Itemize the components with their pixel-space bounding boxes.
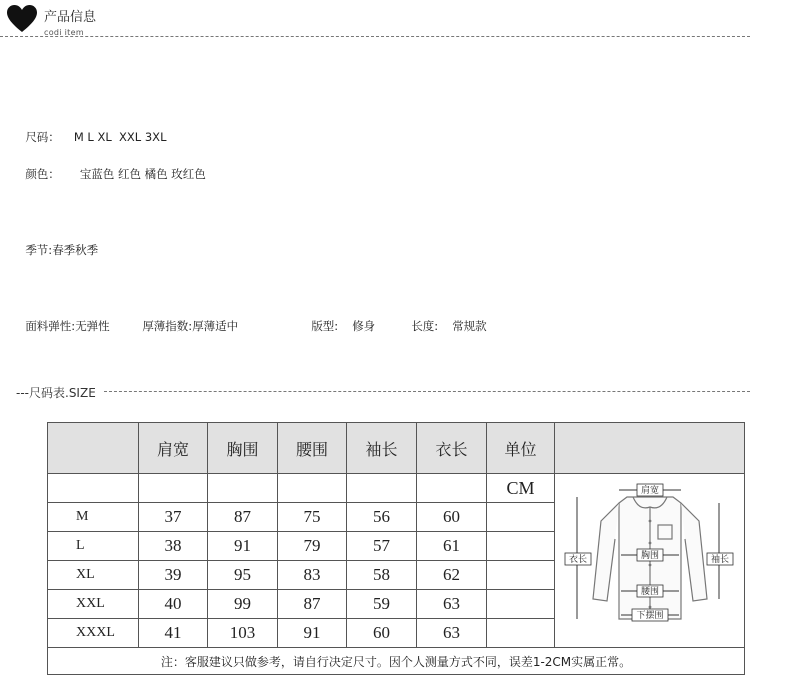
fabric-row — [18, 304, 110, 334]
size-cell: XXL — [48, 590, 139, 619]
value-cell: 60 — [347, 619, 417, 648]
size-cell: XXXL — [48, 619, 139, 648]
section-title: 产品信息 — [44, 10, 97, 25]
value-cell: 57 — [347, 532, 417, 561]
size-chart-heading — [16, 384, 96, 401]
length-value: 常规款 — [452, 319, 487, 333]
value-cell: 37 — [139, 503, 208, 532]
shirt-diagram — [557, 481, 743, 641]
value-cell: 91 — [278, 619, 347, 648]
value-cell: 79 — [278, 532, 347, 561]
col-header: 衣长 — [417, 423, 487, 474]
size-cell: XL — [48, 561, 139, 590]
diagram-shoulder-label: 肩宽 — [640, 485, 659, 496]
value-cell: 63 — [417, 619, 487, 648]
season-row — [18, 228, 98, 258]
diagram-hem-label: 下摆围 — [635, 610, 664, 621]
value-cell: 87 — [278, 590, 347, 619]
size-chart-prefix: --- — [16, 386, 29, 400]
fit-label: 版型: — [311, 319, 339, 333]
size-row — [18, 115, 166, 145]
header-corner — [48, 423, 139, 474]
value-cell: 91 — [208, 532, 278, 561]
value-cell: 87 — [208, 503, 278, 532]
size-chart-title: 尺码表.SIZE — [29, 386, 96, 400]
size-cell: L — [48, 532, 139, 561]
header-figure-cell — [555, 423, 745, 474]
value-cell: 75 — [278, 503, 347, 532]
color-label: 颜色： — [25, 167, 60, 181]
fabric-value: 无弹性 — [75, 319, 110, 333]
value-cell: 99 — [208, 590, 278, 619]
value-cell: 61 — [417, 532, 487, 561]
fit-row — [304, 304, 375, 334]
value-cell: 103 — [208, 619, 278, 648]
value-cell: 63 — [417, 590, 487, 619]
diagram-length-label: 衣长 — [568, 554, 587, 565]
diagram-chest-label: 胸围 — [640, 550, 659, 561]
size-chart-divider — [104, 391, 750, 392]
col-header: 胸围 — [208, 423, 278, 474]
value-cell: 56 — [347, 503, 417, 532]
section-subtitle: codi item — [44, 28, 84, 37]
value-cell: 41 — [139, 619, 208, 648]
value-cell: 95 — [208, 561, 278, 590]
size-label: 尺码： — [25, 130, 60, 144]
header-divider — [0, 36, 750, 37]
size-values: M L XL XXL 3XL — [73, 130, 167, 144]
table-header-row — [48, 423, 745, 474]
unit-cell: CM — [487, 474, 555, 503]
value-cell: 38 — [139, 532, 208, 561]
value-cell: 83 — [278, 561, 347, 590]
length-row — [404, 304, 487, 334]
fit-value: 修身 — [352, 319, 376, 333]
thickness-label: 厚薄指数: — [142, 319, 193, 333]
col-header: 腰围 — [278, 423, 347, 474]
garment-diagram-cell — [555, 474, 745, 648]
thickness-row — [135, 304, 238, 334]
unit-row — [48, 474, 745, 503]
color-values: 宝蓝色 红色 橘色 玫红色 — [79, 167, 206, 181]
value-cell: 58 — [347, 561, 417, 590]
value-cell: 40 — [139, 590, 208, 619]
season-label: 季节: — [25, 243, 53, 257]
value-cell: 60 — [417, 503, 487, 532]
value-cell: 39 — [139, 561, 208, 590]
col-header: 单位 — [487, 423, 555, 474]
diagram-waist-label: 腰围 — [640, 586, 659, 597]
season-value: 春季秋季 — [52, 243, 99, 257]
length-label: 长度: — [411, 319, 439, 333]
col-header: 肩宽 — [139, 423, 208, 474]
fabric-label: 面料弹性: — [25, 319, 76, 333]
heart-icon — [6, 4, 38, 34]
diagram-sleeve-label: 袖长 — [710, 554, 729, 565]
size-note: 注：客服建议只做参考，请自行决定尺寸。因个人测量方式不同，误差1-2CM实属正常。 — [48, 648, 745, 675]
value-cell: 62 — [417, 561, 487, 590]
note-row — [48, 648, 745, 675]
thickness-value: 厚薄适中 — [192, 319, 239, 333]
value-cell: 59 — [347, 590, 417, 619]
color-row — [18, 152, 206, 182]
size-cell: M — [48, 503, 139, 532]
size-table — [47, 422, 745, 675]
col-header: 袖长 — [347, 423, 417, 474]
